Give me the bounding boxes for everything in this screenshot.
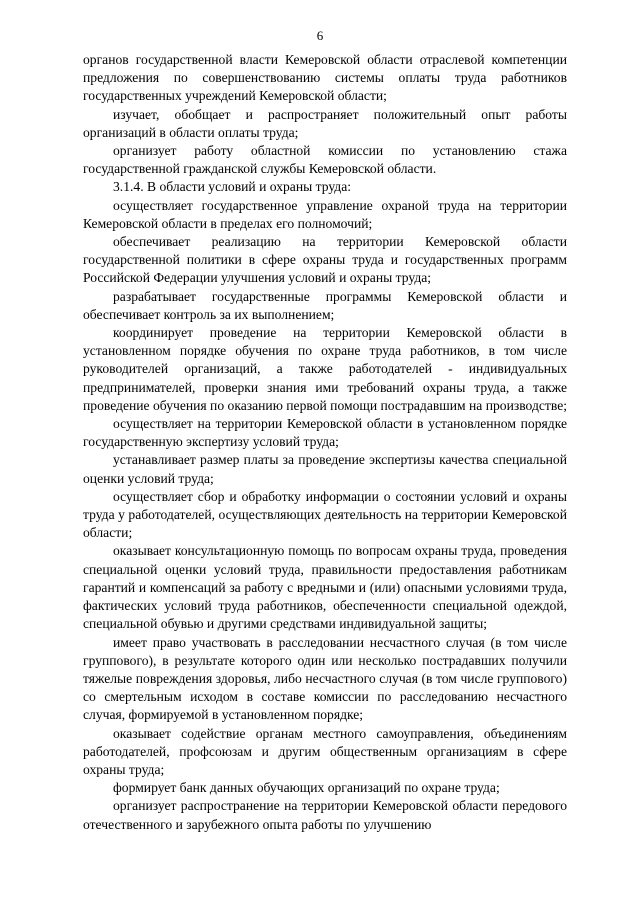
- paragraph: формирует банк данных обучающих организаций по охране труда;: [113, 780, 500, 796]
- paragraph: устанавливает размер платы за проведение экспертизы качества специальной оценки условий труда;: [83, 452, 567, 486]
- paragraph: имеет право участвовать в расследовании несчастного случая (в том числе группового), в результате которого один или несколько пострадавших получили тяжелые повреждения здоровья, либо несчастного случая (в том числе группового) со смертельным исходом в составе комиссии по расследованию несчастного случая, формируемой в установленном порядке;: [83, 634, 567, 723]
- paragraph: изучает, обобщает и распространяет положительный опыт работы организаций в области оплаты труда;: [83, 106, 567, 140]
- paragraph: организует работу областной комиссии по установлению стажа государственной гражданской службы Кемеровской области.: [83, 143, 567, 177]
- paragraph: оказывает содействие органам местного самоуправления, объединениям работодателей, профсоюзам и другим общественным организациям в сфере охраны труда;: [83, 725, 567, 777]
- paragraph: организует распространение на территории Кемеровской области передового отечественного и зарубежного опыта работы по улучшению: [83, 798, 567, 832]
- page-number: 6: [316, 28, 324, 43]
- section-heading: 3.1.4. В области условий и охраны труда:: [113, 179, 352, 195]
- paragraph: обеспечивает реализацию на территории Кемеровской области государственной политики в сфере охраны труда и государственных программ Российской Федерации улучшения условий и охраны труда;: [83, 234, 567, 286]
- paragraph: координирует проведение на территории Кемеровской области в установленном порядке обучения по охране труда работников, в том числе руководителей организаций, а также работодателей - индивидуальных предпринимателей, проверки знания ими требований охраны труда, а также проведение обучения по оказанию первой помощи пострадавшим на производстве;: [83, 325, 567, 413]
- paragraph: осуществляет на территории Кемеровской области в установленном порядке государственную экспертизу условий труда;: [83, 416, 567, 450]
- paragraph: разрабатывает государственные программы Кемеровской области и обеспечивает контроль за их выполнением;: [83, 288, 567, 322]
- document-body: [83, 51, 567, 834]
- paragraph: осуществляет сбор и обработку информации о состоянии условий и охраны труда у работодателей, осуществляющих деятельность на территории Кемеровской области;: [83, 488, 567, 541]
- paragraph: оказывает консультационную помощь по вопросам охраны труда, проведения специальной оценки условий труда, правильности предоставления работникам гарантий и компенсаций за работу с вредными и (или) опасными условиями труда, фактических условий труда работников, обеспеченности специальной одеждой, специальной обувью и другими средствами индивидуальной защиты;: [83, 543, 567, 632]
- paragraph: органов государственной власти Кемеровской области отраслевой компетенции предложения по совершенствованию системы оплаты труда работников государственных учреждений Кемеровской области;: [83, 52, 567, 104]
- paragraph: осуществляет государственное управление охраной труда на территории Кемеровской области в пределах его полномочий;: [83, 197, 567, 231]
